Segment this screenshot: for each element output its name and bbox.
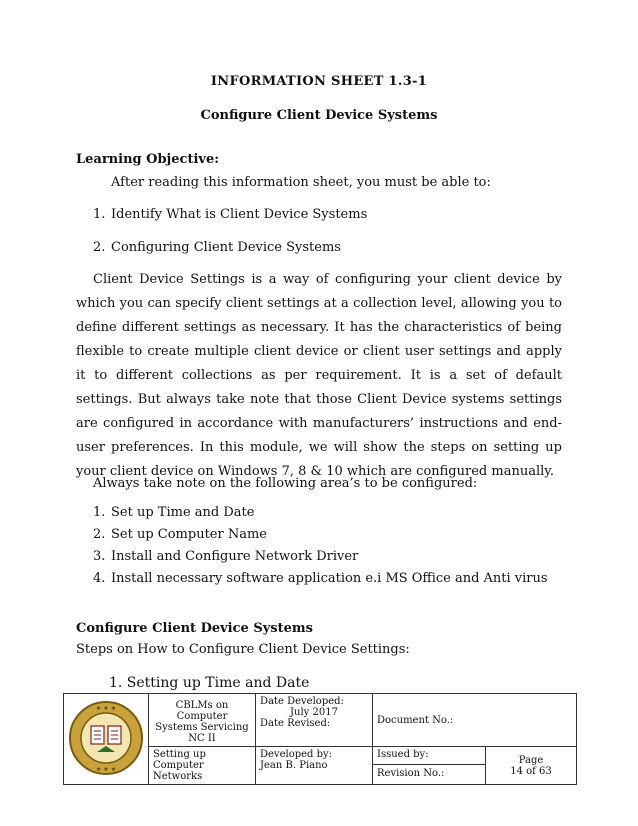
- body-paragraph: Client Device Settings is a way of configuring your client device by which you can specify client settings at a collection level, allowing you to define different settings as necessary. It has the characteristics of being flexible to create multiple client device or client user settings and apply it to different collections as per requirement. It is a set of default settings. But always take note that those Client Device systems settings are configured in accordance with manufacturers’ instructions and end-user preferences. In this module, we will show the steps on setting up your client device on Windows 7, 8 & 10 which are configured manually.: [76, 272, 562, 479]
- logo-text-bottom: ★ ★ ★: [95, 765, 117, 773]
- school-logo-cell: [64, 694, 149, 785]
- developed-by-label: Developed by:: [260, 749, 333, 760]
- cblm-line-3: NC II: [188, 733, 216, 744]
- cblm-line-1: CBLMs on Computer: [175, 700, 229, 722]
- revision-no-label: Revision No.:: [377, 768, 445, 779]
- areas-note: Always take note on the following area’s to be configured:: [93, 476, 478, 491]
- page-label: Page: [518, 754, 544, 766]
- steps-intro: Steps on How to Configure Client Device Settings:: [76, 642, 410, 657]
- module-line-2: Networks: [153, 771, 203, 782]
- objective-item: 2. Configuring Client Device Systems: [93, 240, 341, 255]
- objective-item-text: Identify What is Client Device Systems: [111, 207, 368, 222]
- module-line-1: Setting up Computer: [153, 749, 206, 771]
- date-developed-label: Date Developed:: [260, 696, 344, 707]
- area-item: 2. Set up Computer Name: [93, 527, 267, 542]
- area-item: 4. Install necessary software application e.i MS Office and Anti virus: [93, 571, 548, 586]
- document-no-cell: [373, 694, 577, 747]
- area-item-text: Set up Computer Name: [111, 527, 267, 542]
- area-item-text: Install necessary software application e.i MS Office and Anti virus: [111, 571, 548, 586]
- objective-item-text: Configuring Client Device Systems: [111, 240, 341, 255]
- cblm-line-2: Systems Servicing: [155, 722, 249, 733]
- issued-by-label: Issued by:: [373, 747, 485, 765]
- date-cell: [256, 694, 373, 747]
- logo-text-top: ★ ★ ★: [95, 704, 117, 712]
- step-1: 1. Setting up Time and Date: [109, 675, 310, 691]
- area-item-text: Install and Configure Network Driver: [111, 549, 359, 564]
- developed-by-cell: [256, 747, 373, 785]
- configure-heading: Configure Client Device Systems: [76, 621, 313, 636]
- date-developed-value: July 2017: [290, 707, 338, 718]
- document-no-label: Document No.:: [377, 714, 454, 726]
- page-cell: [486, 747, 577, 785]
- objective-item: 1. Identify What is Client Device Systems: [93, 207, 368, 222]
- cblm-cell: [149, 694, 256, 747]
- objective-heading: Learning Objective:: [76, 152, 220, 167]
- issued-revision-cell: [373, 747, 486, 785]
- school-seal-icon: [64, 696, 148, 780]
- sheet-title: INFORMATION SHEET 1.3-1: [210, 74, 428, 89]
- page-number: 14 of 63: [510, 765, 552, 777]
- area-item: 1. Set up Time and Date: [93, 505, 255, 520]
- area-item: 3. Install and Configure Network Driver: [93, 549, 359, 564]
- sheet-subtitle: Configure Client Device Systems: [200, 108, 438, 123]
- objective-intro: After reading this information sheet, you must be able to:: [111, 175, 491, 190]
- area-item-text: Set up Time and Date: [111, 505, 255, 520]
- developed-by-value: Jean B. Piano: [260, 760, 328, 771]
- module-cell: [149, 747, 256, 785]
- document-footer-table: [63, 693, 577, 785]
- date-revised-label: Date Revised:: [260, 718, 331, 729]
